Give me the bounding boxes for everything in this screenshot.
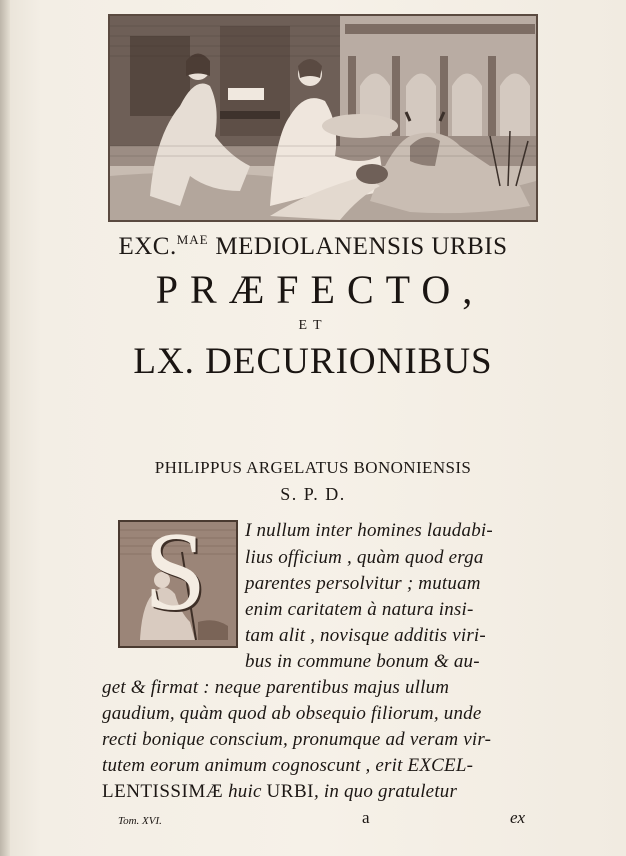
body-line-6: bus in commune bonum & au- (245, 651, 480, 672)
body-line-10: tutem eorum animum cognoscunt , erit EXCEL- (102, 755, 474, 776)
initial-letter-glyph: S (144, 520, 207, 634)
body-line-3: parentes persolvitur ; mutuam (245, 573, 481, 594)
body-line-9: recti bonique conscium, pronumque ad veram vir- (102, 729, 492, 750)
body-line-2: lius officium , quàm quod erga (245, 547, 484, 568)
author-line: PHILIPPUS ARGELATUS BONONIENSIS (154, 458, 472, 477)
body-line-1: I nullum inter homines laudabi- (245, 520, 493, 541)
body-line-7: get & firmat : neque parentibus majus ullum (102, 677, 450, 698)
catchword: ex (510, 808, 526, 827)
dedication-line-et: ET (298, 318, 328, 333)
dedication-line-praefecto: PRÆFECTO, (155, 267, 485, 312)
dedication-line-decurionibus: LX. DECURIONIBUS (133, 341, 493, 382)
body-line-5: tam alit , novisque additis viri- (245, 625, 486, 646)
engraved-headpiece-illustration (108, 14, 538, 222)
body-line-8: gaudium, quàm quod ab obsequio filiorum, unde (102, 703, 482, 724)
salutation-line: S. P. D. (280, 484, 346, 504)
signature-mark: a (362, 808, 370, 827)
body-line-4: enim caritatem à natura insi- (245, 599, 474, 620)
body-line-11: LENTISSIMÆ huic URBI, in quo gratuletur (102, 781, 458, 802)
dedication-line-1: EXC.$^{MAE}$ MEDIOLANENSIS URBIS (118, 232, 508, 260)
decorated-initial-letter (118, 520, 238, 648)
volume-mark: Tom. XVI. (118, 815, 162, 827)
page-spine-shadow (0, 0, 10, 856)
